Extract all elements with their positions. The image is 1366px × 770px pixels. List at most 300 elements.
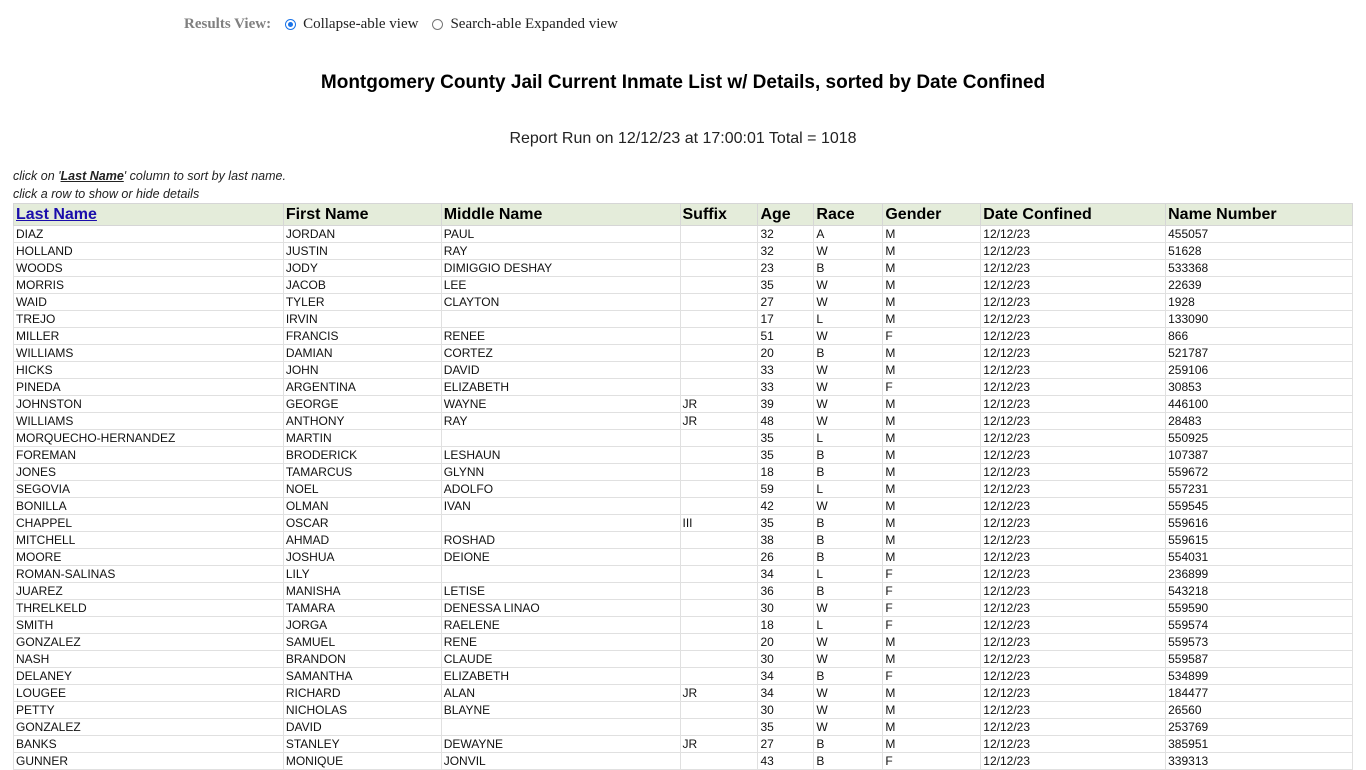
cell-last-name: FOREMAN xyxy=(14,447,284,464)
table-row[interactable] xyxy=(14,447,1353,464)
cell-race: L xyxy=(814,430,883,447)
cell-name-number: 133090 xyxy=(1166,311,1353,328)
cell-date-confined: 12/12/23 xyxy=(981,498,1166,515)
cell-name-number: 559615 xyxy=(1166,532,1353,549)
cell-middle-name: LESHAUN xyxy=(441,447,680,464)
cell-suffix xyxy=(680,430,758,447)
cell-first-name: OLMAN xyxy=(283,498,441,515)
table-row[interactable] xyxy=(14,702,1353,719)
cell-suffix xyxy=(680,243,758,260)
cell-middle-name: RAY xyxy=(441,243,680,260)
cell-gender: M xyxy=(883,277,981,294)
cell-first-name: JOHN xyxy=(283,362,441,379)
cell-gender: M xyxy=(883,243,981,260)
cell-race: W xyxy=(814,634,883,651)
cell-age: 18 xyxy=(758,617,814,634)
table-row[interactable] xyxy=(14,617,1353,634)
col-race: Race xyxy=(814,204,883,226)
cell-date-confined: 12/12/23 xyxy=(981,277,1166,294)
cell-last-name: WILLIAMS xyxy=(14,345,284,362)
cell-date-confined: 12/12/23 xyxy=(981,634,1166,651)
table-row[interactable] xyxy=(14,379,1353,396)
cell-first-name: TAMARA xyxy=(283,600,441,617)
cell-name-number: 1928 xyxy=(1166,294,1353,311)
col-gender: Gender xyxy=(883,204,981,226)
cell-name-number: 543218 xyxy=(1166,583,1353,600)
cell-suffix xyxy=(680,651,758,668)
cell-first-name: DAVID xyxy=(283,719,441,736)
cell-gender: M xyxy=(883,498,981,515)
cell-last-name: GONZALEZ xyxy=(14,719,284,736)
table-header-row xyxy=(14,204,1353,226)
table-row[interactable] xyxy=(14,668,1353,685)
cell-last-name: WOODS xyxy=(14,260,284,277)
cell-middle-name: JONVIL xyxy=(441,753,680,770)
cell-last-name: WAID xyxy=(14,294,284,311)
table-row[interactable] xyxy=(14,498,1353,515)
cell-gender: M xyxy=(883,260,981,277)
table-row[interactable] xyxy=(14,277,1353,294)
cell-name-number: 559616 xyxy=(1166,515,1353,532)
cell-name-number: 559573 xyxy=(1166,634,1353,651)
cell-last-name: WILLIAMS xyxy=(14,413,284,430)
cell-date-confined: 12/12/23 xyxy=(981,685,1166,702)
cell-suffix xyxy=(680,260,758,277)
cell-date-confined: 12/12/23 xyxy=(981,260,1166,277)
cell-age: 33 xyxy=(758,379,814,396)
cell-age: 27 xyxy=(758,736,814,753)
cell-race: W xyxy=(814,396,883,413)
cell-first-name: FRANCIS xyxy=(283,328,441,345)
cell-first-name: GEORGE xyxy=(283,396,441,413)
cell-age: 32 xyxy=(758,226,814,243)
cell-last-name: NASH xyxy=(14,651,284,668)
cell-last-name: GUNNER xyxy=(14,753,284,770)
cell-last-name: JONES xyxy=(14,464,284,481)
cell-age: 36 xyxy=(758,583,814,600)
cell-middle-name: ELIZABETH xyxy=(441,379,680,396)
cell-last-name: MOORE xyxy=(14,549,284,566)
cell-gender: M xyxy=(883,549,981,566)
cell-age: 34 xyxy=(758,668,814,685)
report-info: Report Run on 12/12/23 at 17:00:01 Total = 1018 xyxy=(509,130,857,147)
cell-age: 30 xyxy=(758,702,814,719)
cell-gender: M xyxy=(883,515,981,532)
cell-last-name: DELANEY xyxy=(14,668,284,685)
cell-name-number: 28483 xyxy=(1166,413,1353,430)
cell-middle-name: LEE xyxy=(441,277,680,294)
cell-gender: M xyxy=(883,685,981,702)
cell-name-number: 236899 xyxy=(1166,566,1353,583)
cell-name-number: 557231 xyxy=(1166,481,1353,498)
col-middle-name: Middle Name xyxy=(441,204,680,226)
cell-race: B xyxy=(814,260,883,277)
cell-date-confined: 12/12/23 xyxy=(981,396,1166,413)
cell-suffix: III xyxy=(680,515,758,532)
table-body xyxy=(14,226,1353,770)
cell-age: 39 xyxy=(758,396,814,413)
cell-date-confined: 12/12/23 xyxy=(981,243,1166,260)
cell-first-name: MANISHA xyxy=(283,583,441,600)
cell-first-name: TAMARCUS xyxy=(283,464,441,481)
cell-suffix: JR xyxy=(680,736,758,753)
cell-last-name: HOLLAND xyxy=(14,243,284,260)
cell-race: L xyxy=(814,311,883,328)
cell-middle-name: RENE xyxy=(441,634,680,651)
cell-race: W xyxy=(814,379,883,396)
table-row[interactable] xyxy=(14,515,1353,532)
row-hint: click a row to show or hide details xyxy=(13,187,200,201)
cell-date-confined: 12/12/23 xyxy=(981,532,1166,549)
cell-date-confined: 12/12/23 xyxy=(981,719,1166,736)
cell-date-confined: 12/12/23 xyxy=(981,294,1166,311)
cell-gender: M xyxy=(883,396,981,413)
table-row[interactable] xyxy=(14,243,1353,260)
cell-last-name: MITCHELL xyxy=(14,532,284,549)
cell-middle-name: LETISE xyxy=(441,583,680,600)
table-row[interactable] xyxy=(14,685,1353,702)
cell-name-number: 533368 xyxy=(1166,260,1353,277)
cell-last-name: LOUGEE xyxy=(14,685,284,702)
cell-date-confined: 12/12/23 xyxy=(981,566,1166,583)
expanded-view-radio[interactable] xyxy=(432,19,443,30)
cell-suffix xyxy=(680,702,758,719)
col-first-name: First Name xyxy=(283,204,441,226)
cell-name-number: 559574 xyxy=(1166,617,1353,634)
cell-name-number: 866 xyxy=(1166,328,1353,345)
cell-name-number: 385951 xyxy=(1166,736,1353,753)
cell-date-confined: 12/12/23 xyxy=(981,345,1166,362)
cell-gender: M xyxy=(883,362,981,379)
cell-middle-name: IVAN xyxy=(441,498,680,515)
cell-date-confined: 12/12/23 xyxy=(981,736,1166,753)
cell-date-confined: 12/12/23 xyxy=(981,549,1166,566)
cell-first-name: JUSTIN xyxy=(283,243,441,260)
collapse-view-radio[interactable] xyxy=(285,19,296,30)
cell-middle-name: DIMIGGIO DESHAY xyxy=(441,260,680,277)
cell-middle-name: ALAN xyxy=(441,685,680,702)
cell-suffix xyxy=(680,481,758,498)
cell-suffix xyxy=(680,583,758,600)
cell-first-name: BRANDON xyxy=(283,651,441,668)
table-row[interactable] xyxy=(14,294,1353,311)
cell-middle-name: DENESSA LINAO xyxy=(441,600,680,617)
cell-suffix xyxy=(680,345,758,362)
cell-age: 33 xyxy=(758,362,814,379)
cell-gender: F xyxy=(883,328,981,345)
cell-first-name: JACOB xyxy=(283,277,441,294)
cell-suffix xyxy=(680,634,758,651)
cell-age: 35 xyxy=(758,515,814,532)
cell-last-name: PETTY xyxy=(14,702,284,719)
cell-race: B xyxy=(814,464,883,481)
cell-age: 34 xyxy=(758,566,814,583)
table-row[interactable] xyxy=(14,226,1353,243)
cell-date-confined: 12/12/23 xyxy=(981,515,1166,532)
cell-middle-name: DEWAYNE xyxy=(441,736,680,753)
cell-name-number: 22639 xyxy=(1166,277,1353,294)
cell-gender: F xyxy=(883,566,981,583)
cell-name-number: 559587 xyxy=(1166,651,1353,668)
cell-name-number: 259106 xyxy=(1166,362,1353,379)
cell-last-name: BONILLA xyxy=(14,498,284,515)
cell-last-name: MILLER xyxy=(14,328,284,345)
cell-last-name: GONZALEZ xyxy=(14,634,284,651)
cell-race: W xyxy=(814,362,883,379)
cell-suffix xyxy=(680,753,758,770)
cell-race: W xyxy=(814,600,883,617)
cell-name-number: 534899 xyxy=(1166,668,1353,685)
cell-first-name: DAMIAN xyxy=(283,345,441,362)
table-row[interactable] xyxy=(14,345,1353,362)
cell-suffix xyxy=(680,566,758,583)
cell-suffix xyxy=(680,617,758,634)
cell-suffix xyxy=(680,277,758,294)
cell-date-confined: 12/12/23 xyxy=(981,600,1166,617)
cell-suffix xyxy=(680,379,758,396)
cell-suffix xyxy=(680,311,758,328)
table-row[interactable] xyxy=(14,549,1353,566)
inmate-table xyxy=(13,203,1353,770)
cell-gender: M xyxy=(883,294,981,311)
cell-date-confined: 12/12/23 xyxy=(981,413,1166,430)
cell-last-name: PINEDA xyxy=(14,379,284,396)
cell-name-number: 559590 xyxy=(1166,600,1353,617)
cell-first-name: SAMUEL xyxy=(283,634,441,651)
cell-age: 20 xyxy=(758,634,814,651)
cell-suffix xyxy=(680,719,758,736)
cell-name-number: 184477 xyxy=(1166,685,1353,702)
cell-date-confined: 12/12/23 xyxy=(981,753,1166,770)
table-row[interactable] xyxy=(14,566,1353,583)
cell-middle-name: DEIONE xyxy=(441,549,680,566)
cell-last-name: HICKS xyxy=(14,362,284,379)
cell-race: A xyxy=(814,226,883,243)
cell-last-name: DIAZ xyxy=(14,226,284,243)
cell-gender: F xyxy=(883,583,981,600)
cell-age: 27 xyxy=(758,294,814,311)
cell-age: 17 xyxy=(758,311,814,328)
table-row[interactable] xyxy=(14,430,1353,447)
cell-age: 43 xyxy=(758,753,814,770)
cell-date-confined: 12/12/23 xyxy=(981,668,1166,685)
cell-race: W xyxy=(814,294,883,311)
table-row[interactable] xyxy=(14,634,1353,651)
sort-hint-pre: click on ' xyxy=(13,169,61,183)
cell-age: 20 xyxy=(758,345,814,362)
cell-gender: M xyxy=(883,719,981,736)
cell-name-number: 107387 xyxy=(1166,447,1353,464)
table-row[interactable] xyxy=(14,464,1353,481)
cell-race: B xyxy=(814,753,883,770)
cell-race: W xyxy=(814,685,883,702)
cell-suffix xyxy=(680,447,758,464)
cell-middle-name xyxy=(441,311,680,328)
cell-suffix xyxy=(680,498,758,515)
col-last-name[interactable] xyxy=(14,204,284,226)
cell-middle-name: WAYNE xyxy=(441,396,680,413)
cell-name-number: 339313 xyxy=(1166,753,1353,770)
cell-first-name: MARTIN xyxy=(283,430,441,447)
cell-age: 26 xyxy=(758,549,814,566)
cell-suffix: JR xyxy=(680,685,758,702)
cell-suffix xyxy=(680,668,758,685)
col-name-number: Name Number xyxy=(1166,204,1353,226)
cell-date-confined: 12/12/23 xyxy=(981,430,1166,447)
cell-date-confined: 12/12/23 xyxy=(981,583,1166,600)
cell-first-name: MONIQUE xyxy=(283,753,441,770)
cell-name-number: 559545 xyxy=(1166,498,1353,515)
table-row[interactable] xyxy=(14,413,1353,430)
cell-race: B xyxy=(814,532,883,549)
table-row[interactable] xyxy=(14,532,1353,549)
cell-race: B xyxy=(814,345,883,362)
cell-middle-name: GLYNN xyxy=(441,464,680,481)
cell-first-name: OSCAR xyxy=(283,515,441,532)
cell-suffix xyxy=(680,464,758,481)
cell-name-number: 550925 xyxy=(1166,430,1353,447)
sort-last-name-link[interactable]: Last Name xyxy=(16,205,97,223)
cell-age: 51 xyxy=(758,328,814,345)
cell-middle-name: ELIZABETH xyxy=(441,668,680,685)
sort-hint-link: Last Name xyxy=(60,169,124,183)
cell-race: W xyxy=(814,328,883,345)
cell-suffix xyxy=(680,328,758,345)
results-view-label: Results View: xyxy=(184,16,272,32)
cell-race: B xyxy=(814,515,883,532)
cell-gender: M xyxy=(883,481,981,498)
cell-suffix: JR xyxy=(680,413,758,430)
cell-first-name: STANLEY xyxy=(283,736,441,753)
cell-suffix xyxy=(680,226,758,243)
cell-last-name: THRELKELD xyxy=(14,600,284,617)
cell-middle-name: RAELENE xyxy=(441,617,680,634)
cell-gender: M xyxy=(883,736,981,753)
cell-age: 42 xyxy=(758,498,814,515)
cell-date-confined: 12/12/23 xyxy=(981,617,1166,634)
cell-suffix xyxy=(680,600,758,617)
cell-name-number: 455057 xyxy=(1166,226,1353,243)
cell-first-name: BRODERICK xyxy=(283,447,441,464)
cell-middle-name: ADOLFO xyxy=(441,481,680,498)
cell-race: B xyxy=(814,668,883,685)
table-row[interactable] xyxy=(14,311,1353,328)
cell-middle-name: DAVID xyxy=(441,362,680,379)
cell-middle-name: CORTEZ xyxy=(441,345,680,362)
table-row[interactable] xyxy=(14,583,1353,600)
cell-race: B xyxy=(814,583,883,600)
cell-name-number: 51628 xyxy=(1166,243,1353,260)
table-row[interactable] xyxy=(14,328,1353,345)
cell-race: L xyxy=(814,617,883,634)
cell-gender: M xyxy=(883,634,981,651)
cell-gender: M xyxy=(883,532,981,549)
cell-date-confined: 12/12/23 xyxy=(981,226,1166,243)
cell-last-name: MORQUECHO-HERNANDEZ xyxy=(14,430,284,447)
expanded-view-label[interactable]: Search-able Expanded view xyxy=(450,16,618,32)
cell-name-number: 30853 xyxy=(1166,379,1353,396)
cell-middle-name: RAY xyxy=(441,413,680,430)
cell-gender: F xyxy=(883,753,981,770)
table-row[interactable] xyxy=(14,260,1353,277)
cell-race: W xyxy=(814,243,883,260)
cell-gender: M xyxy=(883,430,981,447)
page-title: Montgomery County Jail Current Inmate List w/ Details, sorted by Date Confined xyxy=(320,72,1046,93)
table-row[interactable] xyxy=(14,481,1353,498)
cell-first-name: TYLER xyxy=(283,294,441,311)
cell-age: 30 xyxy=(758,651,814,668)
cell-name-number: 554031 xyxy=(1166,549,1353,566)
table-row[interactable] xyxy=(14,753,1353,770)
cell-date-confined: 12/12/23 xyxy=(981,379,1166,396)
cell-date-confined: 12/12/23 xyxy=(981,481,1166,498)
cell-age: 35 xyxy=(758,719,814,736)
cell-age: 35 xyxy=(758,447,814,464)
cell-gender: M xyxy=(883,413,981,430)
cell-age: 35 xyxy=(758,430,814,447)
table-row[interactable] xyxy=(14,362,1353,379)
table-row[interactable] xyxy=(14,600,1353,617)
cell-race: W xyxy=(814,651,883,668)
cell-middle-name xyxy=(441,719,680,736)
cell-date-confined: 12/12/23 xyxy=(981,447,1166,464)
cell-middle-name: CLAUDE xyxy=(441,651,680,668)
table-row[interactable] xyxy=(14,736,1353,753)
cell-gender: M xyxy=(883,702,981,719)
cell-first-name: NICHOLAS xyxy=(283,702,441,719)
cell-suffix: JR xyxy=(680,396,758,413)
table-row[interactable] xyxy=(14,396,1353,413)
cell-first-name: JODY xyxy=(283,260,441,277)
cell-date-confined: 12/12/23 xyxy=(981,328,1166,345)
cell-age: 18 xyxy=(758,464,814,481)
cell-date-confined: 12/12/23 xyxy=(981,311,1166,328)
cell-gender: F xyxy=(883,379,981,396)
table-row[interactable] xyxy=(14,651,1353,668)
cell-gender: F xyxy=(883,600,981,617)
cell-middle-name: BLAYNE xyxy=(441,702,680,719)
cell-name-number: 446100 xyxy=(1166,396,1353,413)
cell-first-name: IRVIN xyxy=(283,311,441,328)
cell-age: 30 xyxy=(758,600,814,617)
cell-first-name: RICHARD xyxy=(283,685,441,702)
cell-last-name: CHAPPEL xyxy=(14,515,284,532)
cell-first-name: AHMAD xyxy=(283,532,441,549)
cell-date-confined: 12/12/23 xyxy=(981,464,1166,481)
cell-age: 59 xyxy=(758,481,814,498)
cell-first-name: LILY xyxy=(283,566,441,583)
cell-name-number: 521787 xyxy=(1166,345,1353,362)
collapse-view-option[interactable] xyxy=(285,16,418,33)
cell-gender: M xyxy=(883,226,981,243)
sort-hint xyxy=(13,169,286,183)
cell-race: B xyxy=(814,736,883,753)
cell-age: 23 xyxy=(758,260,814,277)
cell-gender: M xyxy=(883,447,981,464)
cell-race: L xyxy=(814,566,883,583)
table-row[interactable] xyxy=(14,719,1353,736)
cell-race: L xyxy=(814,481,883,498)
expanded-view-option[interactable] xyxy=(432,16,617,33)
cell-last-name: TREJO xyxy=(14,311,284,328)
collapse-view-label[interactable]: Collapse-able view xyxy=(303,16,419,32)
cell-middle-name: ROSHAD xyxy=(441,532,680,549)
cell-gender: M xyxy=(883,311,981,328)
cell-race: W xyxy=(814,277,883,294)
cell-suffix xyxy=(680,294,758,311)
cell-first-name: JOSHUA xyxy=(283,549,441,566)
sort-hint-post: ' column to sort by last name. xyxy=(123,169,286,183)
